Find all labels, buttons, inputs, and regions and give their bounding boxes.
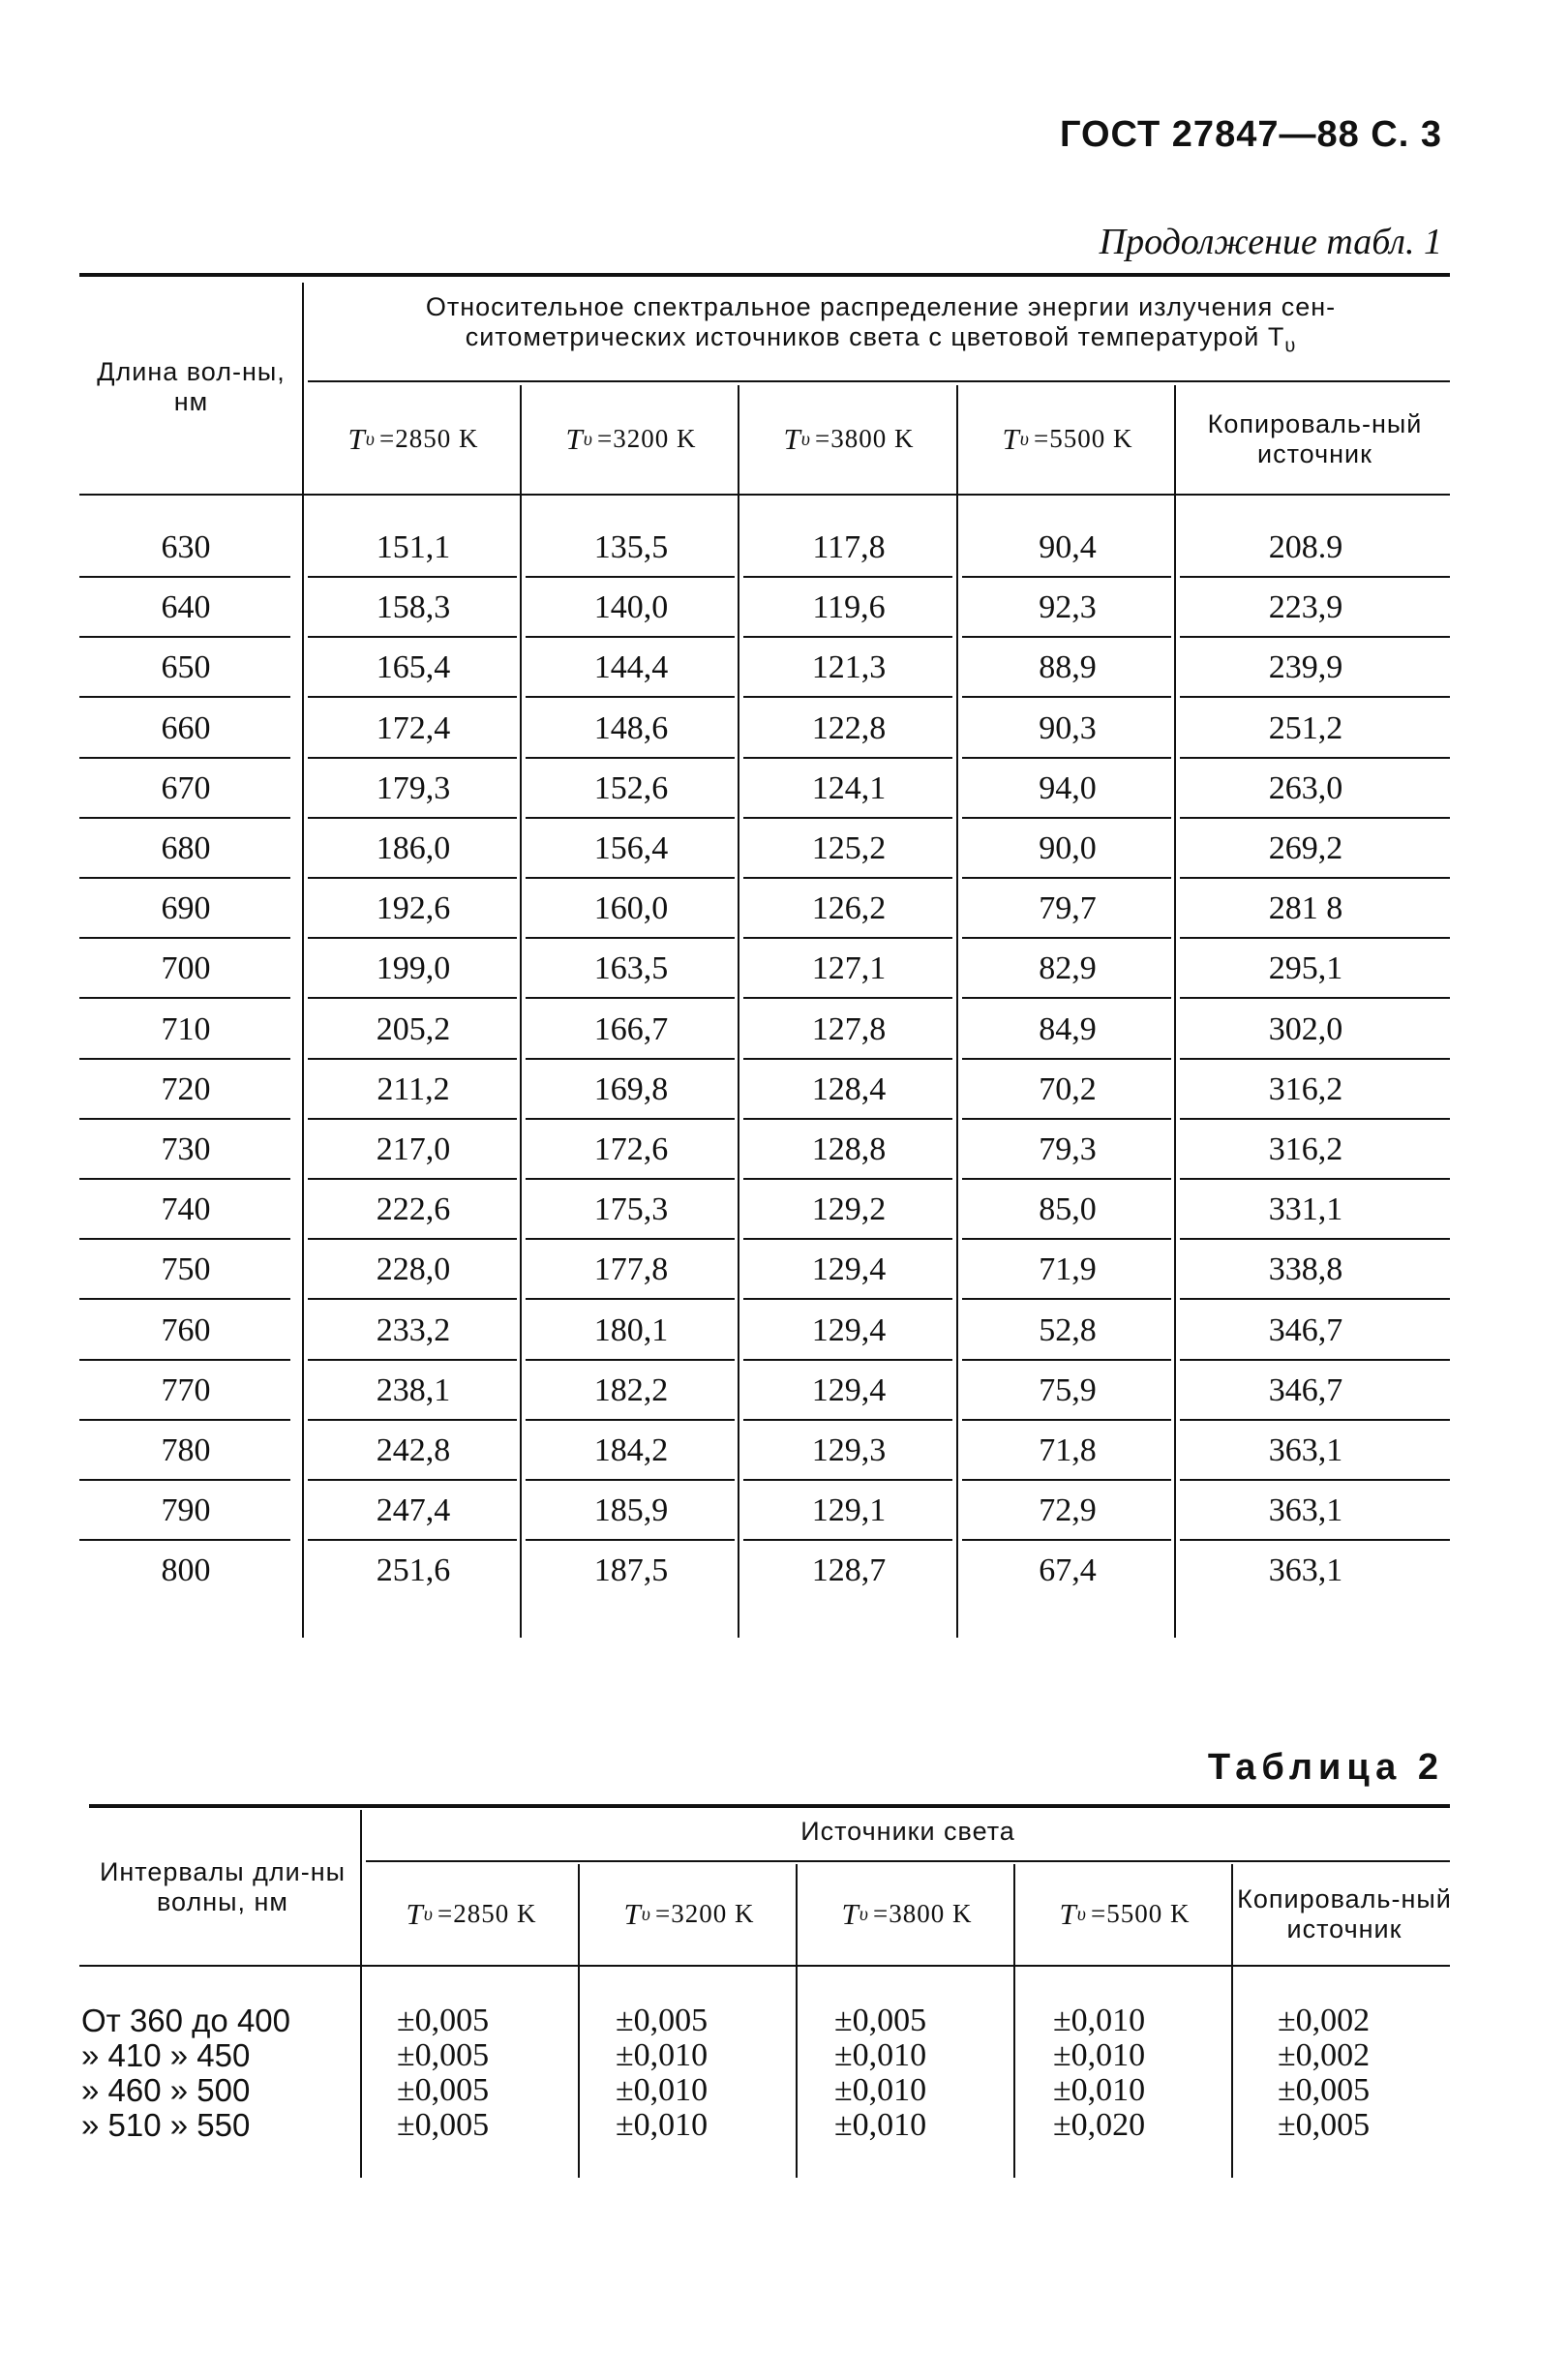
value-cell: 94,0 xyxy=(1039,769,1097,806)
tolerance-cell: ±0,010 xyxy=(616,2037,709,2073)
tolerance-cell: ±0,010 xyxy=(616,2107,709,2143)
table2-col-header-5 xyxy=(1237,1868,1452,1961)
value-cell: 128,8 xyxy=(811,1131,887,1167)
value-cell: 79,3 xyxy=(1039,1131,1097,1167)
wavelength-cell: 690 xyxy=(161,890,211,927)
value-cell: 281 8 xyxy=(1268,890,1343,927)
value-cell: 177,8 xyxy=(593,1251,669,1288)
value-cell: 228,0 xyxy=(376,1251,451,1288)
value-cell: 129,2 xyxy=(811,1191,887,1228)
table2-group-rule xyxy=(366,1860,1450,1862)
tolerance-cell: ±0,002 xyxy=(1278,2003,1371,2038)
tolerance-cell: ±0,002 xyxy=(1278,2037,1371,2073)
value-cell: 239,9 xyxy=(1268,649,1343,686)
table1-col-header-1 xyxy=(308,389,519,490)
value-cell: 79,7 xyxy=(1039,890,1097,927)
value-cell: 140,0 xyxy=(593,589,669,626)
value-cell: 119,6 xyxy=(812,589,886,626)
value-cell: 92,3 xyxy=(1039,589,1097,626)
tolerance-cell: ±0,005 xyxy=(397,2072,490,2108)
value-cell: 217,0 xyxy=(376,1131,451,1167)
value-cell: 233,2 xyxy=(376,1311,451,1348)
table2-group-header: Источники света xyxy=(800,1817,1015,1847)
value-cell: 185,9 xyxy=(593,1492,669,1529)
value-cell: 90,4 xyxy=(1039,529,1097,565)
col-header-label: Копироваль-ный источник xyxy=(1207,408,1423,468)
value-cell: 175,3 xyxy=(593,1191,669,1228)
value-cell: 151,1 xyxy=(376,529,451,565)
col-header-temperature: =3800 K xyxy=(814,424,915,454)
tolerance-cell: ±0,010 xyxy=(1053,2003,1146,2038)
col-header-symbol: T xyxy=(406,1897,424,1932)
tolerance-cell: ±0,005 xyxy=(397,2003,490,2038)
value-cell: 199,0 xyxy=(376,950,451,987)
col-header-subscript: υ xyxy=(800,428,811,450)
value-cell: 192,6 xyxy=(376,890,451,927)
value-cell: 129,4 xyxy=(811,1311,887,1348)
col-header-symbol: T xyxy=(1002,422,1020,457)
table1-col-header-4 xyxy=(962,389,1173,490)
value-cell: 90,3 xyxy=(1039,709,1097,746)
value-cell: 263,0 xyxy=(1268,769,1343,806)
tolerance-cell: ±0,010 xyxy=(834,2107,927,2143)
wavelength-cell: 640 xyxy=(161,589,211,626)
table1-divider-3 xyxy=(738,385,739,1638)
col-header-subscript: υ xyxy=(1076,1903,1087,1925)
table1-divider-1 xyxy=(302,283,304,1638)
interval-cell: » 460 » 500 xyxy=(81,2072,251,2108)
wavelength-cell: 790 xyxy=(161,1492,211,1529)
value-cell: 129,4 xyxy=(811,1371,887,1408)
value-cell: 205,2 xyxy=(376,1010,451,1047)
value-cell: 127,8 xyxy=(811,1010,887,1047)
value-cell: 166,7 xyxy=(593,1010,669,1047)
value-cell: 187,5 xyxy=(593,1552,669,1589)
value-cell: 302,0 xyxy=(1268,1010,1343,1047)
value-cell: 72,9 xyxy=(1039,1492,1097,1529)
value-cell: 117,8 xyxy=(812,529,886,565)
table1-divider-5 xyxy=(1174,385,1176,1638)
value-cell: 67,4 xyxy=(1039,1552,1097,1589)
value-cell: 90,0 xyxy=(1039,830,1097,866)
table1-header-bottom-rule xyxy=(79,494,1450,496)
value-cell: 242,8 xyxy=(376,1432,451,1468)
wavelength-cell: 670 xyxy=(161,769,211,806)
wavelength-cell: 710 xyxy=(161,1010,211,1047)
col-header-symbol: T xyxy=(1059,1897,1077,1932)
wavelength-cell: 660 xyxy=(161,709,211,746)
tolerance-cell: ±0,005 xyxy=(616,2003,709,2038)
value-cell: 172,6 xyxy=(593,1131,669,1167)
table2-col-header-2 xyxy=(584,1868,795,1961)
col-header-temperature: =5500 K xyxy=(1090,1899,1191,1929)
value-cell: 316,2 xyxy=(1268,1070,1343,1107)
wavelength-cell: 760 xyxy=(161,1311,211,1348)
col-header-temperature: =5500 K xyxy=(1033,424,1133,454)
value-cell: 186,0 xyxy=(376,830,451,866)
table1-col-header-5 xyxy=(1180,389,1450,490)
table2-divider-1 xyxy=(360,1810,362,2178)
value-cell: 70,2 xyxy=(1039,1070,1097,1107)
value-cell: 251,2 xyxy=(1268,709,1343,746)
value-cell: 208.9 xyxy=(1268,529,1343,565)
value-cell: 135,5 xyxy=(593,529,669,565)
value-cell: 127,1 xyxy=(811,950,887,987)
value-cell: 172,4 xyxy=(376,709,451,746)
value-cell: 363,1 xyxy=(1268,1552,1343,1589)
value-cell: 295,1 xyxy=(1268,950,1343,987)
tolerance-cell: ±0,010 xyxy=(1053,2037,1146,2073)
value-cell: 179,3 xyxy=(376,769,451,806)
tolerance-cell: ±0,005 xyxy=(834,2003,927,2038)
col-header-temperature: =2850 K xyxy=(378,424,479,454)
wavelength-cell: 700 xyxy=(161,950,211,987)
col-header-subscript: υ xyxy=(641,1903,651,1925)
table2-header-bottom-rule xyxy=(79,1965,1450,1967)
tolerance-cell: ±0,005 xyxy=(397,2037,490,2073)
wavelength-cell: 680 xyxy=(161,830,211,866)
value-cell: 122,8 xyxy=(811,709,887,746)
interval-cell: » 510 » 550 xyxy=(81,2107,251,2143)
value-cell: 363,1 xyxy=(1268,1492,1343,1529)
value-cell: 331,1 xyxy=(1268,1191,1343,1228)
value-cell: 121,3 xyxy=(811,649,887,686)
table2-col-header-3 xyxy=(801,1868,1012,1961)
value-cell: 71,9 xyxy=(1039,1251,1097,1288)
value-cell: 71,8 xyxy=(1039,1432,1097,1468)
interval-cell: » 410 » 450 xyxy=(81,2037,251,2073)
value-cell: 84,9 xyxy=(1039,1010,1097,1047)
value-cell: 363,1 xyxy=(1268,1432,1343,1468)
value-cell: 223,9 xyxy=(1268,589,1343,626)
tolerance-cell: ±0,005 xyxy=(1278,2107,1371,2143)
table2-interval-header: Интервалы дли-ны волны, нм xyxy=(99,1856,347,1916)
tolerance-cell: ±0,010 xyxy=(834,2072,927,2108)
value-cell: 128,7 xyxy=(811,1552,887,1589)
value-cell: 169,8 xyxy=(593,1070,669,1107)
value-cell: 163,5 xyxy=(593,950,669,987)
value-cell: 88,9 xyxy=(1039,649,1097,686)
tolerance-cell: ±0,005 xyxy=(397,2107,490,2143)
col-header-symbol: T xyxy=(623,1897,642,1932)
value-cell: 346,7 xyxy=(1268,1311,1343,1348)
value-cell: 75,9 xyxy=(1039,1371,1097,1408)
value-cell: 180,1 xyxy=(593,1311,669,1348)
col-header-label: Копироваль-ный источник xyxy=(1237,1883,1452,1943)
table1-wavelength-header: Длина вол-ны, нм xyxy=(97,356,286,416)
value-cell: 129,1 xyxy=(811,1492,887,1529)
value-cell: 52,8 xyxy=(1039,1311,1097,1348)
value-cell: 158,3 xyxy=(376,589,451,626)
col-header-symbol: T xyxy=(841,1897,859,1932)
table1-group-rule xyxy=(308,380,1450,382)
table1-col-header-2 xyxy=(526,389,737,490)
value-cell: 238,1 xyxy=(376,1371,451,1408)
value-cell: 160,0 xyxy=(593,890,669,927)
wavelength-cell: 770 xyxy=(161,1371,211,1408)
col-header-symbol: T xyxy=(783,422,801,457)
wavelength-cell: 650 xyxy=(161,649,211,686)
table2-col-header-4 xyxy=(1019,1868,1230,1961)
col-header-subscript: υ xyxy=(859,1903,869,1925)
col-header-subscript: υ xyxy=(583,428,593,450)
wavelength-cell: 780 xyxy=(161,1432,211,1468)
wavelength-cell: 800 xyxy=(161,1552,211,1589)
value-cell: 82,9 xyxy=(1039,950,1097,987)
table1-top-rule xyxy=(79,273,1450,277)
tolerance-cell: ±0,010 xyxy=(616,2072,709,2108)
value-cell: 129,3 xyxy=(811,1432,887,1468)
col-header-symbol: T xyxy=(565,422,584,457)
value-cell: 338,8 xyxy=(1268,1251,1343,1288)
table1-col-header-3 xyxy=(743,389,954,490)
value-cell: 222,6 xyxy=(376,1191,451,1228)
value-cell: 148,6 xyxy=(593,709,669,746)
value-cell: 128,4 xyxy=(811,1070,887,1107)
value-cell: 124,1 xyxy=(811,769,887,806)
col-header-subscript: υ xyxy=(1019,428,1030,450)
value-cell: 346,7 xyxy=(1268,1371,1343,1408)
col-header-temperature: =2850 K xyxy=(437,1899,537,1929)
col-header-temperature: =3800 K xyxy=(872,1899,973,1929)
value-cell: 125,2 xyxy=(811,830,887,866)
running-header: ГОСТ 27847—88 С. 3 xyxy=(1059,114,1442,155)
wavelength-cell: 730 xyxy=(161,1131,211,1167)
col-header-subscript: υ xyxy=(365,428,376,450)
wavelength-cell: 740 xyxy=(161,1191,211,1228)
table1-continuation-label: Продолжение табл. 1 xyxy=(1099,222,1442,262)
col-header-temperature: =3200 K xyxy=(596,424,697,454)
tolerance-cell: ±0,010 xyxy=(1053,2072,1146,2108)
value-cell: 126,2 xyxy=(811,890,887,927)
table1-group-header: Относительное спектральное распределение энергии излучения сен-ситометрических источников света с цветовой температурой $T_\upsilon$ xyxy=(425,292,1337,357)
value-cell: 269,2 xyxy=(1268,830,1343,866)
table2-caption: Таблица 2 xyxy=(1207,1747,1444,1788)
table1-divider-2 xyxy=(520,385,522,1638)
value-cell: 165,4 xyxy=(376,649,451,686)
tolerance-cell: ±0,020 xyxy=(1053,2107,1146,2143)
wavelength-cell: 750 xyxy=(161,1251,211,1288)
col-header-symbol: T xyxy=(347,422,366,457)
value-cell: 156,4 xyxy=(593,830,669,866)
wavelength-cell: 720 xyxy=(161,1070,211,1107)
value-cell: 247,4 xyxy=(376,1492,451,1529)
tolerance-cell: ±0,005 xyxy=(1278,2072,1371,2108)
value-cell: 251,6 xyxy=(376,1552,451,1589)
interval-cell: От 360 до 400 xyxy=(81,2003,291,2038)
table1-divider-4 xyxy=(956,385,958,1638)
value-cell: 316,2 xyxy=(1268,1131,1343,1167)
tolerance-cell: ±0,010 xyxy=(834,2037,927,2073)
table2-col-header-1 xyxy=(366,1868,577,1961)
col-header-temperature: =3200 K xyxy=(654,1899,755,1929)
value-cell: 211,2 xyxy=(377,1070,450,1107)
value-cell: 184,2 xyxy=(593,1432,669,1468)
value-cell: 144,4 xyxy=(593,649,669,686)
wavelength-cell: 630 xyxy=(161,529,211,565)
value-cell: 152,6 xyxy=(593,769,669,806)
value-cell: 129,4 xyxy=(811,1251,887,1288)
value-cell: 85,0 xyxy=(1039,1191,1097,1228)
col-header-subscript: υ xyxy=(423,1903,434,1925)
value-cell: 182,2 xyxy=(593,1371,669,1408)
